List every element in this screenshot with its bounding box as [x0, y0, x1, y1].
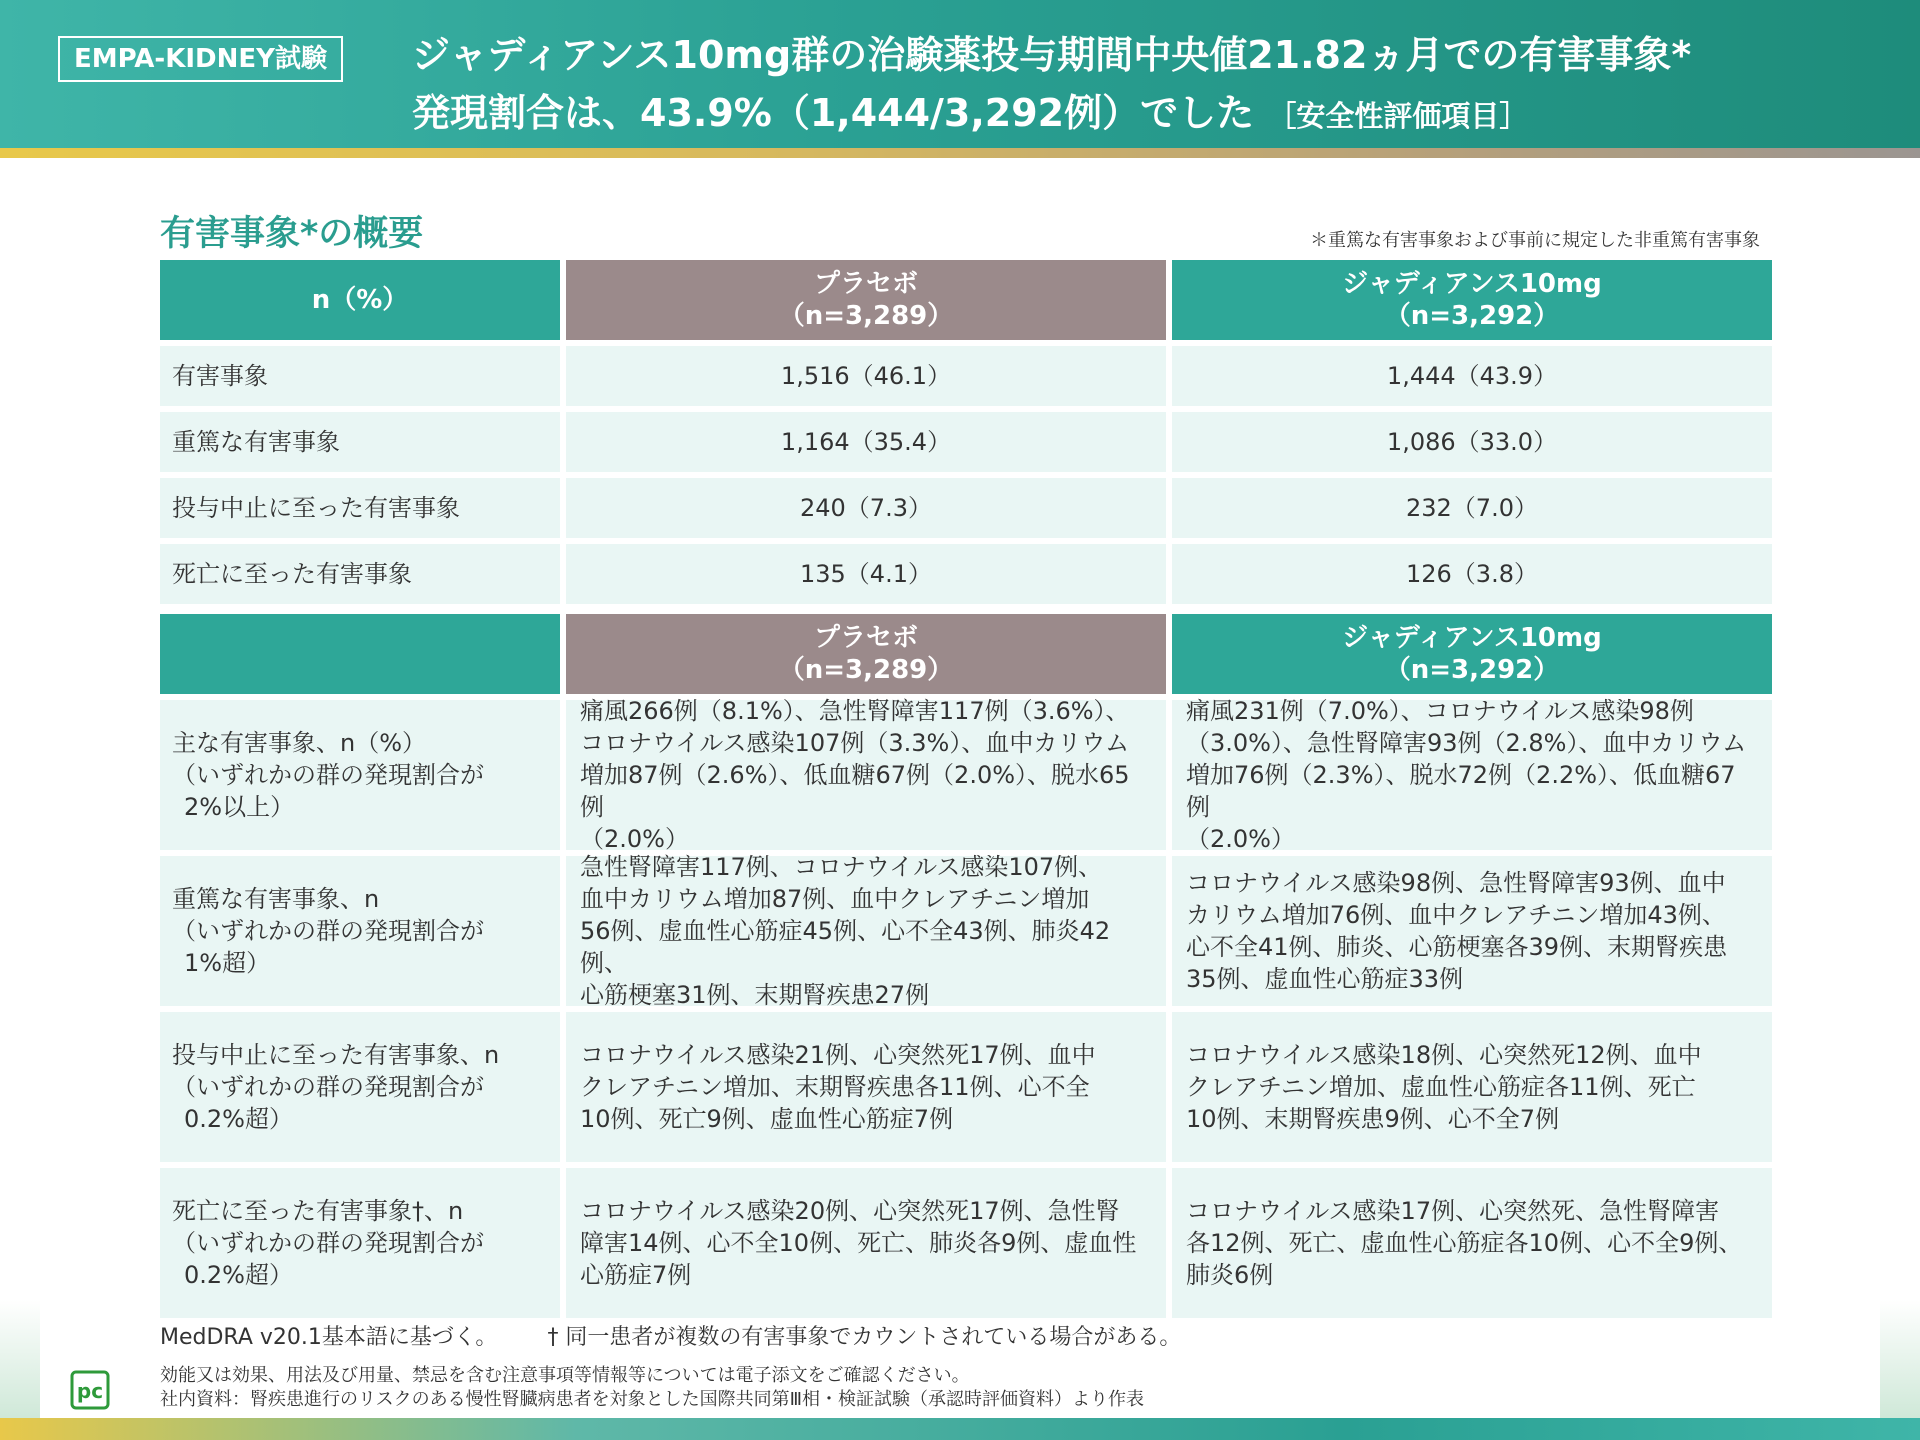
placebo-n: （n=3,289）: [778, 655, 954, 685]
col-header-drug: [1172, 614, 1772, 694]
logo-text: pc: [76, 1379, 104, 1403]
placebo-value: 240（7.3）: [566, 478, 1166, 538]
summary-table: [160, 260, 1760, 604]
drug-value: 1,444（43.9）: [1172, 346, 1772, 406]
title-line-2-text: 発現割合は、43.9%（1,444/3,292例）でした: [412, 91, 1255, 135]
placebo-value: 1,516（46.1）: [566, 346, 1166, 406]
row-label: 重篤な有害事象: [160, 412, 560, 472]
disclaimer-line-2: 社内資料：腎疾患進行のリスクのある慢性腎臓病患者を対象とした国際共同第Ⅲ相・検証試験（承認時評価資料）より作表: [160, 1389, 1145, 1410]
placebo-events: コロナウイルス感染20例、心突然死17例、急性腎 障害14例、心不全10例、死亡、肺炎各9例、虚血性 心筋症7例: [566, 1168, 1166, 1318]
col-header-placebo: [566, 260, 1166, 340]
meddra-note: [160, 1320, 1181, 1351]
decor-corner-left: [0, 1300, 40, 1418]
drug-n: （n=3,292）: [1384, 301, 1560, 331]
drug-value: 126（3.8）: [1172, 544, 1772, 604]
asterisk-footnote: ＊重篤な有害事象および事前に規定した非重篤有害事象: [1310, 230, 1760, 251]
col-header-drug: [1172, 260, 1772, 340]
placebo-events: コロナウイルス感染21例、心突然死17例、血中 クレアチニン増加、末期腎疾患各11例、心不全 10例、死亡9例、虚血性心筋症7例: [566, 1012, 1166, 1162]
drug-events: コロナウイルス感染17例、心突然死、急性腎障害 各12例、死亡、虚血性心筋症各10例、心不全9例、 肺炎6例: [1172, 1168, 1772, 1318]
row-label: 死亡に至った有害事象†、n （いずれかの群の発現割合が 0.2%超）: [160, 1168, 560, 1318]
header-stripe: [0, 148, 1920, 158]
row-label: 死亡に至った有害事象: [160, 544, 560, 604]
placebo-events: 急性腎障害117例、コロナウイルス感染107例、 血中カリウム増加87例、血中クレアチニン増加 56例、虚血性心筋症45例、心不全43例、肺炎42例、 心筋梗塞31例、末期腎疾患27例: [566, 856, 1166, 1006]
placebo-n: （n=3,289）: [778, 301, 954, 331]
decor-corner-right: [1880, 1300, 1920, 1418]
page-title: [412, 26, 1691, 145]
col-header-placebo: [566, 614, 1166, 694]
col-header-blank: [160, 614, 560, 694]
disclaimer-line-1: 効能又は効果、用法及び用量、禁忌を含む注意事項等情報等については電子添文をご確認ください。: [160, 1365, 970, 1386]
drug-events: 痛風231例（7.0%）、コロナウイルス感染98例 （3.0%）、急性腎障害93例（2.8%）、血中カリウム 増加76例（2.3%）、脱水72例（2.2%）、低血糖67例 （2.0%）: [1172, 700, 1772, 850]
section-title: 有害事象*の概要: [160, 214, 424, 254]
placebo-value: 1,164（35.4）: [566, 412, 1166, 472]
row-label: 投与中止に至った有害事象: [160, 478, 560, 538]
row-label: 有害事象: [160, 346, 560, 406]
company-logo-icon: [70, 1370, 110, 1410]
placebo-name: プラセボ: [813, 623, 918, 653]
bottom-band: [0, 1418, 1920, 1440]
title-line-1: ジャディアンス10mg群の治験薬投与期間中央値21.82ヵ月での有害事象*: [412, 33, 1692, 77]
study-badge: EMPA-KIDNEY試験: [58, 36, 343, 82]
placebo-events: 痛風266例（8.1%）、急性腎障害117例（3.6%）、 コロナウイルス感染107例（3.3%）、血中カリウム 増加87例（2.6%）、低血糖67例（2.0%）、脱水65例 （2.0%）: [566, 700, 1166, 850]
row-label: 重篤な有害事象、n （いずれかの群の発現割合が 1%超）: [160, 856, 560, 1006]
drug-events: コロナウイルス感染18例、心突然死12例、血中 クレアチニン増加、虚血性心筋症各11例、死亡 10例、末期腎疾患9例、心不全7例: [1172, 1012, 1772, 1162]
title-line-2: [412, 84, 1691, 145]
row-label: 主な有害事象、n（%） （いずれかの群の発現割合が 2%以上）: [160, 700, 560, 850]
placebo-name: プラセボ: [813, 269, 918, 299]
dagger-note: † 同一患者が複数の有害事象でカウントされている場合がある。: [547, 1325, 1182, 1350]
drug-events: コロナウイルス感染98例、急性腎障害93例、血中 カリウム増加76例、血中クレアチニン増加43例、 心不全41例、肺炎、心筋梗塞各39例、末期腎疾患 35例、虚血性心筋症33例: [1172, 856, 1772, 1006]
drug-n: （n=3,292）: [1384, 655, 1560, 685]
drug-name: ジャディアンス10mg: [1342, 623, 1602, 653]
meddra-text: MedDRA v20.1基本語に基づく。: [160, 1325, 498, 1350]
drug-name: ジャディアンス10mg: [1342, 269, 1602, 299]
row-label: 投与中止に至った有害事象、n （いずれかの群の発現割合が 0.2%超）: [160, 1012, 560, 1162]
drug-value: 1,086（33.0）: [1172, 412, 1772, 472]
title-tag: ［安全性評価項目］: [1267, 99, 1529, 133]
disclaimer: [160, 1364, 1144, 1412]
header-banner: [0, 0, 1920, 148]
drug-value: 232（7.0）: [1172, 478, 1772, 538]
col-header-n-percent: n（%）: [160, 260, 560, 340]
details-table: [160, 614, 1760, 1318]
placebo-value: 135（4.1）: [566, 544, 1166, 604]
